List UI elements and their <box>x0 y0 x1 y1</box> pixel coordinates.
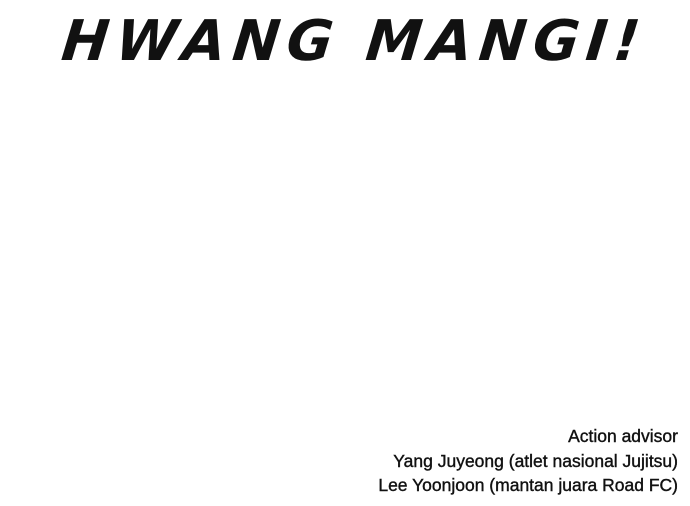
credit-line: Lee Yoonjoon (mantan juara Road FC) <box>378 475 678 495</box>
credits-block <box>278 424 678 498</box>
credits-heading: Action advisor <box>568 426 678 446</box>
credit-line: Yang Juyeong (atlet nasional Jujitsu) <box>393 450 678 471</box>
page-title: HWANG MANGI! <box>58 9 651 74</box>
